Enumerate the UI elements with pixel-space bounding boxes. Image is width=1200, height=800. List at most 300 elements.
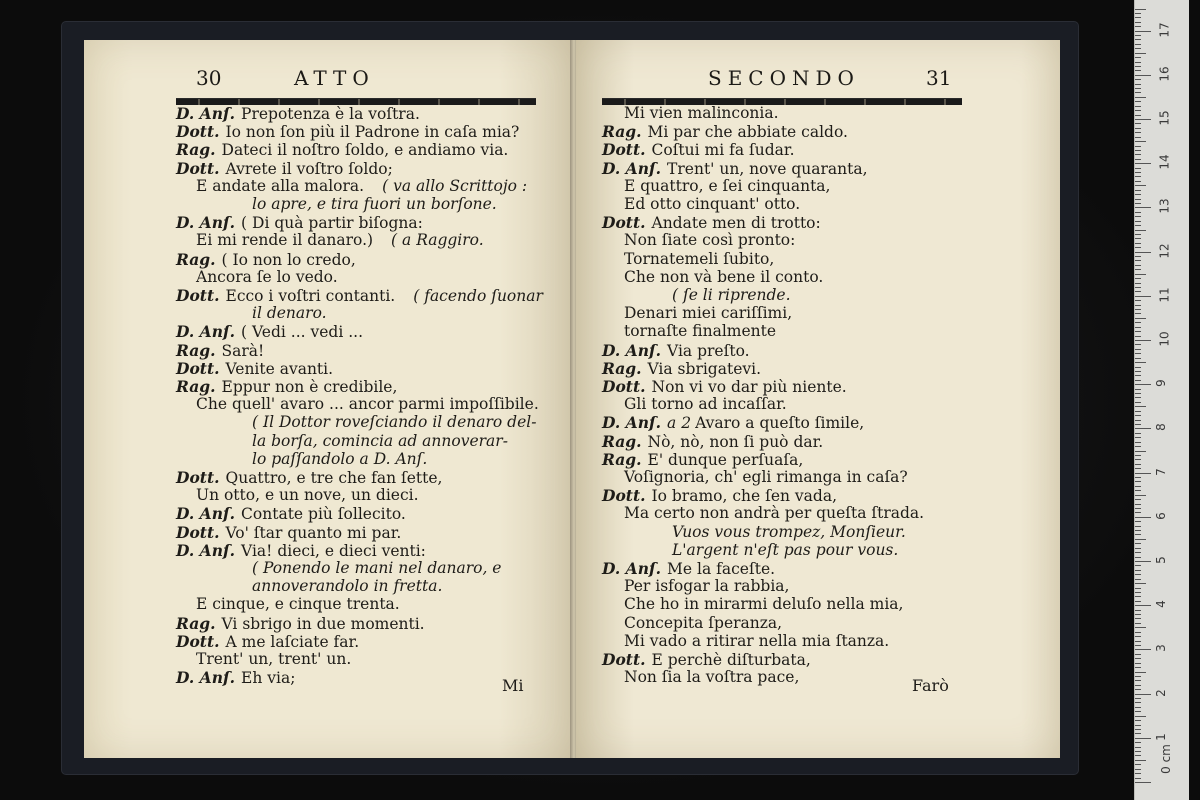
ruler-tick — [1135, 190, 1141, 191]
ruler-tick — [1135, 375, 1141, 376]
ruler-tick — [1135, 340, 1151, 341]
speaker-label: Rag. — [176, 140, 216, 160]
speaker-label: D. Anſ. — [602, 413, 662, 433]
speaker-label: D. Anſ. — [176, 668, 236, 688]
ruler-tick — [1135, 610, 1141, 611]
speaker-label: Rag. — [176, 613, 216, 633]
speaker-label: Dott. — [176, 522, 220, 542]
verse-text: Sarà! — [221, 341, 265, 360]
ruler-tick — [1135, 168, 1141, 169]
text-line — [602, 450, 803, 470]
ruler-tick — [1135, 159, 1141, 160]
text-line — [176, 504, 406, 524]
ruler-tick — [1135, 733, 1141, 734]
ruler-tick — [1135, 755, 1141, 756]
ruler-tick — [1135, 579, 1141, 580]
ruler-tick — [1135, 521, 1141, 522]
ruler-tick — [1135, 358, 1141, 359]
ruler-tick — [1135, 685, 1141, 686]
text-line — [252, 450, 427, 469]
speaker-label: D. Anſ. — [176, 213, 236, 233]
verse-text: Non ſia la voſtra pace, — [624, 668, 800, 687]
speaker-label: D. Anſ. — [602, 340, 662, 360]
ruler-tick — [1135, 48, 1141, 49]
verse-text: Per isfogar la rabbia, — [624, 577, 790, 596]
stage-direction: ( va allo Scrittojo : — [382, 176, 528, 195]
speaker-label: Dott. — [176, 358, 220, 378]
ruler-tick — [1135, 508, 1141, 509]
text-line — [252, 559, 501, 578]
text-line — [602, 140, 795, 160]
ruler-tick — [1135, 349, 1141, 350]
ruler-tick — [1135, 512, 1141, 513]
ruler-tick — [1135, 57, 1141, 58]
text-line — [624, 595, 903, 614]
verse-text: tornaſte finalmente — [624, 322, 777, 341]
ruler-tick — [1135, 362, 1146, 363]
ruler-label: 13 — [1157, 198, 1172, 215]
verse-text: Andate men di trotto: — [651, 214, 821, 233]
speaker-label: Rag. — [602, 431, 642, 451]
ruler-label: 2 — [1153, 688, 1168, 697]
text-line — [624, 395, 787, 414]
speaker-label: Rag. — [176, 340, 216, 360]
text-line — [672, 541, 898, 560]
ruler-tick — [1135, 154, 1141, 155]
verse-text: Contate più ſollecito. — [241, 505, 406, 524]
verse-text: Voſignoria, ch' egli rimanga in caſa? — [624, 468, 908, 486]
ruler-tick — [1135, 596, 1141, 597]
speaker-label: D. Anſ. — [602, 158, 662, 178]
ruler-tick — [1135, 397, 1141, 398]
speaker-label: D. Anſ. — [176, 504, 236, 524]
verse-text: Trent' un, nove quaranta, — [667, 159, 868, 178]
text-line — [176, 213, 423, 233]
text-line — [196, 231, 484, 250]
duet-marker: a 2 — [667, 414, 692, 433]
ruler-tick — [1135, 711, 1141, 712]
ruler-tick — [1135, 778, 1141, 779]
speaker-label: Rag. — [176, 377, 216, 396]
text-line — [196, 650, 351, 669]
ruler-label: 10 — [1157, 331, 1172, 347]
ruler-tick — [1135, 336, 1141, 337]
ruler-tick — [1135, 115, 1141, 116]
ruler-tick — [1135, 313, 1141, 314]
ruler-tick — [1135, 353, 1141, 354]
ruler-tick — [1135, 641, 1141, 642]
ruler-tick — [1135, 17, 1141, 18]
text-line — [602, 559, 775, 579]
ruler-tick — [1135, 119, 1151, 120]
ruler-tick — [1135, 627, 1146, 628]
text-line — [672, 286, 791, 305]
ruler-tick — [1135, 557, 1141, 558]
verse-text: Prepotenza è la voſtra. — [241, 105, 420, 123]
ruler-tick — [1135, 459, 1141, 460]
text-line — [176, 140, 508, 160]
ruler-tick — [1135, 305, 1141, 306]
ruler-tick — [1135, 371, 1141, 372]
verse-text: Che non và bene il conto. — [624, 267, 824, 286]
ruler-label: 17 — [1157, 21, 1172, 38]
left-page-header — [84, 64, 572, 104]
speaker-label: D. Anſ. — [176, 322, 236, 342]
text-line — [624, 250, 774, 269]
stage-direction: annoverandolo in fretta. — [252, 577, 443, 596]
ruler-tick — [1135, 645, 1141, 646]
ruler-tick — [1135, 561, 1151, 562]
ruler-tick — [1135, 79, 1141, 80]
verse-text: E cinque, e cinque trenta. — [196, 595, 400, 614]
ruler-tick — [1135, 146, 1141, 147]
text-line — [176, 468, 442, 488]
stage-direction: Vuos vous trompez, Monſieur. — [672, 522, 906, 541]
stage-direction: ( facendo ſuonar — [413, 287, 543, 305]
ruler-tick — [1135, 428, 1151, 429]
ruler-tick — [1135, 296, 1151, 297]
verse-text: Trent' un, trent' un. — [196, 650, 352, 668]
stage-direction: il denaro. — [252, 304, 327, 323]
ruler-tick — [1135, 62, 1141, 63]
ruler-label: 12 — [1157, 242, 1172, 259]
text-line — [176, 286, 543, 306]
ruler-tick — [1135, 207, 1151, 208]
verse-text: Venite avanti. — [225, 359, 334, 378]
ruler-label: 14 — [1157, 154, 1172, 170]
ruler-tick — [1135, 526, 1141, 527]
text-line — [624, 668, 799, 687]
stage-direction: L'argent n'eſt pas pour vous. — [672, 540, 899, 559]
ruler-tick — [1135, 269, 1141, 270]
ruler-tick — [1135, 199, 1141, 200]
ruler-tick — [1135, 84, 1141, 85]
ruler-unit-label: 0 cm — [1158, 744, 1173, 774]
ruler-tick — [1135, 481, 1141, 482]
ruler-label: 5 — [1153, 556, 1168, 564]
right-page-header — [576, 64, 1060, 104]
ruler-tick — [1135, 623, 1141, 624]
ruler-label: 7 — [1153, 467, 1168, 476]
ruler-tick — [1135, 764, 1141, 765]
running-head: SECONDO — [708, 66, 860, 90]
ruler-tick — [1135, 729, 1141, 730]
ruler-tick — [1135, 769, 1141, 770]
ruler-tick — [1135, 464, 1141, 465]
verse-text: ( Di quà partir biſogna: — [241, 214, 423, 233]
verse-text: ( Vedi ... vedi ... — [241, 323, 363, 342]
ruler-label: 3 — [1153, 644, 1168, 653]
verse-text: Dateci il noſtro ſoldo, e andiamo via. — [221, 141, 509, 160]
ruler-tick — [1135, 477, 1141, 478]
ruler-tick — [1135, 437, 1141, 438]
speaker-label: Rag. — [176, 249, 216, 269]
verse-text: Gli torno ad incaſſar. — [624, 395, 787, 414]
ruler-label: 1 — [1153, 732, 1168, 741]
ruler-tick — [1135, 216, 1141, 217]
ruler-tick — [1135, 88, 1141, 89]
catchword: Farò — [912, 676, 949, 695]
verse-text: A me laſciate far. — [225, 632, 360, 651]
ruler-tick — [1135, 70, 1141, 71]
ruler-tick — [1135, 468, 1141, 469]
ruler-label: 4 — [1153, 600, 1168, 609]
verse-text: Non ſiate così pronto: — [624, 231, 796, 250]
speaker-label: Rag. — [602, 358, 642, 378]
ruler-tick — [1135, 601, 1141, 602]
text-line — [624, 104, 779, 123]
ruler-tick — [1135, 39, 1141, 40]
speaker-label: Rag. — [602, 449, 642, 469]
ruler-tick — [1135, 539, 1146, 540]
ruler-tick — [1135, 694, 1151, 695]
ruler-tick — [1135, 636, 1141, 637]
ruler-tick — [1135, 260, 1141, 261]
text-line — [196, 486, 419, 505]
ruler-tick — [1135, 31, 1151, 32]
ruler-tick — [1135, 605, 1151, 606]
ruler-tick — [1135, 176, 1141, 177]
measuring-ruler — [1134, 0, 1189, 800]
ruler-tick — [1135, 588, 1141, 589]
stage-direction: ( Il Dottor roveſciando il denaro del- — [252, 413, 537, 432]
ruler-tick — [1135, 287, 1141, 288]
ruler-tick — [1135, 252, 1151, 253]
verse-text: Un otto, e un nove, un dieci. — [196, 486, 419, 505]
text-line — [176, 104, 420, 124]
text-line — [176, 341, 264, 361]
ruler-tick — [1135, 504, 1141, 505]
text-line — [196, 177, 527, 196]
ruler-tick — [1135, 101, 1141, 102]
verse-text: Avrete il voſtro ſoldo; — [225, 159, 393, 178]
text-line — [176, 159, 393, 179]
ruler-tick — [1135, 742, 1141, 743]
ruler-tick — [1135, 212, 1141, 213]
ruler-tick — [1135, 203, 1141, 204]
verse-text: Eh via; — [241, 669, 296, 688]
page-number: 30 — [196, 66, 222, 90]
speaker-label: Dott. — [176, 158, 220, 178]
ruler-tick — [1135, 367, 1141, 368]
verse-text: E quattro, e ſei cinquanta, — [624, 176, 831, 195]
ruler-tick — [1135, 247, 1141, 248]
ruler-tick — [1135, 455, 1141, 456]
verse-text: Via sbrigatevi. — [647, 359, 762, 378]
ruler-tick — [1135, 9, 1146, 10]
ruler-tick — [1135, 110, 1141, 111]
ruler-tick — [1135, 716, 1146, 717]
text-line — [602, 359, 761, 379]
text-line — [176, 377, 397, 397]
text-line — [602, 159, 868, 179]
text-line — [602, 486, 837, 506]
ruler-tick — [1135, 384, 1151, 385]
verse-text: Mi par che abbiate caldo. — [647, 123, 848, 142]
stage-direction: lo paſſandolo a D. Anſ. — [252, 449, 428, 468]
ruler-tick — [1135, 172, 1141, 173]
speaker-label: Dott. — [602, 140, 646, 160]
verse-text: Via preſto. — [667, 341, 750, 360]
text-line — [602, 122, 848, 142]
verse-text: Ecco i voſtri contanti. — [225, 287, 396, 305]
text-line — [252, 432, 508, 451]
speaker-label: Dott. — [602, 377, 646, 396]
ruler-tick — [1135, 128, 1141, 129]
ruler-label: 9 — [1153, 379, 1168, 388]
text-line — [624, 322, 776, 341]
verse-text: Che quell' avaro ... ancor parmi impoſſibile. — [196, 395, 539, 414]
verse-text: E perchè diſturbata, — [651, 651, 811, 669]
ruler-tick — [1135, 344, 1141, 345]
verse-text: Nò, nò, non ſi può dar. — [647, 432, 824, 451]
ruler-tick — [1135, 725, 1141, 726]
ruler-tick — [1135, 380, 1141, 381]
ruler-tick — [1135, 327, 1141, 328]
ruler-tick — [1135, 680, 1141, 681]
speaker-label: D. Anſ. — [602, 559, 662, 578]
ruler-tick — [1135, 473, 1151, 474]
ruler-tick — [1135, 738, 1151, 739]
ruler-tick — [1135, 618, 1141, 619]
ruler-tick — [1135, 720, 1141, 721]
ruler-tick — [1135, 132, 1141, 133]
ruler-tick — [1135, 406, 1146, 407]
ruler-tick — [1135, 26, 1141, 27]
ruler-tick — [1135, 123, 1141, 124]
ruler-tick — [1135, 433, 1141, 434]
verse-text: Io bramo, che ſen vada, — [651, 487, 838, 506]
ruler-tick — [1135, 424, 1141, 425]
ruler-label: 8 — [1153, 423, 1168, 432]
ruler-tick — [1135, 194, 1141, 195]
verse-text: Vo' ſtar quanto mi par. — [225, 523, 402, 542]
stage-direction: ( a Raggiro. — [391, 231, 484, 250]
verse-text: Non vi vo dar più niente. — [651, 378, 847, 396]
ruler-tick — [1135, 667, 1141, 668]
ruler-tick — [1135, 278, 1141, 279]
ruler-tick — [1135, 22, 1141, 23]
text-line — [624, 195, 800, 214]
text-line — [672, 523, 906, 542]
catchword: Mi — [502, 676, 524, 695]
ruler-tick — [1135, 773, 1141, 774]
ruler-tick — [1135, 760, 1146, 761]
ruler-tick — [1135, 702, 1141, 703]
text-line — [624, 577, 789, 596]
text-line — [176, 359, 333, 379]
verse-text: Ancora ſe lo vedo. — [196, 267, 338, 286]
ruler-tick — [1135, 243, 1141, 244]
ruler-tick — [1135, 141, 1146, 142]
ruler-tick — [1135, 13, 1141, 14]
running-head: ATTO — [294, 66, 375, 90]
speaker-label: Dott. — [176, 631, 220, 651]
speaker-label: Dott. — [602, 213, 646, 233]
speaker-label: Dott. — [602, 650, 646, 669]
ruler-tick — [1135, 707, 1141, 708]
ruler-tick — [1135, 574, 1141, 575]
ruler-tick — [1135, 181, 1141, 182]
ruler-tick — [1135, 283, 1141, 284]
ruler-tick — [1135, 92, 1141, 93]
ruler-tick — [1135, 751, 1141, 752]
ruler-tick — [1135, 676, 1141, 677]
stage-direction: lo apre, e tira fuori un borſone. — [252, 195, 497, 213]
ruler-tick — [1135, 548, 1141, 549]
text-line — [624, 614, 782, 633]
ruler-tick — [1135, 238, 1141, 239]
speaker-label: Dott. — [176, 468, 220, 487]
verse-text: Me la faceſte. — [667, 560, 776, 578]
verse-text: Ma certo non andrà per queſta ſtrada. — [624, 504, 925, 523]
stage-direction: la borſa, comincia ad annoverar- — [252, 431, 508, 450]
text-line — [602, 377, 847, 397]
verse-text: Mi vado a ritirar nella mia ſtanza. — [624, 631, 890, 650]
verse-text: Tornatemeli ſubito, — [624, 249, 775, 268]
text-line — [602, 432, 823, 452]
text-line — [624, 304, 792, 323]
verse-text: E andate alla malora. — [196, 176, 365, 195]
ruler-tick — [1135, 552, 1141, 553]
ruler-tick — [1135, 442, 1141, 443]
text-line — [176, 122, 519, 142]
ruler-tick — [1135, 747, 1141, 748]
text-line — [252, 195, 497, 214]
text-line — [176, 523, 401, 543]
ruler-tick — [1135, 53, 1146, 54]
ruler-tick — [1135, 663, 1141, 664]
ruler-tick — [1135, 44, 1141, 45]
speaker-label: Dott. — [176, 122, 220, 142]
ruler-tick — [1135, 415, 1141, 416]
speaker-label: Dott. — [176, 286, 220, 305]
text-line — [176, 541, 426, 561]
verse-text: Coſtui mi fa ſudar. — [651, 141, 795, 160]
ruler-tick — [1135, 221, 1141, 222]
ruler-tick — [1135, 318, 1146, 319]
ruler-tick — [1135, 300, 1141, 301]
text-line — [602, 341, 750, 361]
right-page — [576, 40, 1060, 758]
text-line — [602, 413, 864, 433]
ruler-tick — [1135, 291, 1141, 292]
ruler-tick — [1135, 592, 1141, 593]
ruler-tick — [1135, 654, 1141, 655]
ruler-tick — [1135, 446, 1141, 447]
ruler-tick — [1135, 451, 1146, 452]
ruler-tick — [1135, 106, 1141, 107]
text-line — [176, 614, 425, 634]
ruler-tick — [1135, 331, 1141, 332]
text-line — [602, 213, 821, 233]
ruler-tick — [1135, 632, 1141, 633]
text-line — [196, 595, 400, 614]
ruler-tick — [1135, 265, 1141, 266]
ruler-tick — [1135, 517, 1151, 518]
ruler-tick — [1135, 672, 1146, 673]
ruler-tick — [1135, 649, 1151, 650]
verse-text: Vi sbrigo in due momenti. — [221, 614, 425, 633]
text-line — [624, 231, 795, 250]
ruler-tick — [1135, 499, 1141, 500]
text-line — [176, 250, 356, 270]
ruler-tick — [1135, 402, 1141, 403]
text-line — [196, 395, 539, 414]
ruler-tick — [1135, 411, 1141, 412]
speaker-label: Dott. — [602, 486, 646, 506]
text-line — [176, 632, 359, 652]
